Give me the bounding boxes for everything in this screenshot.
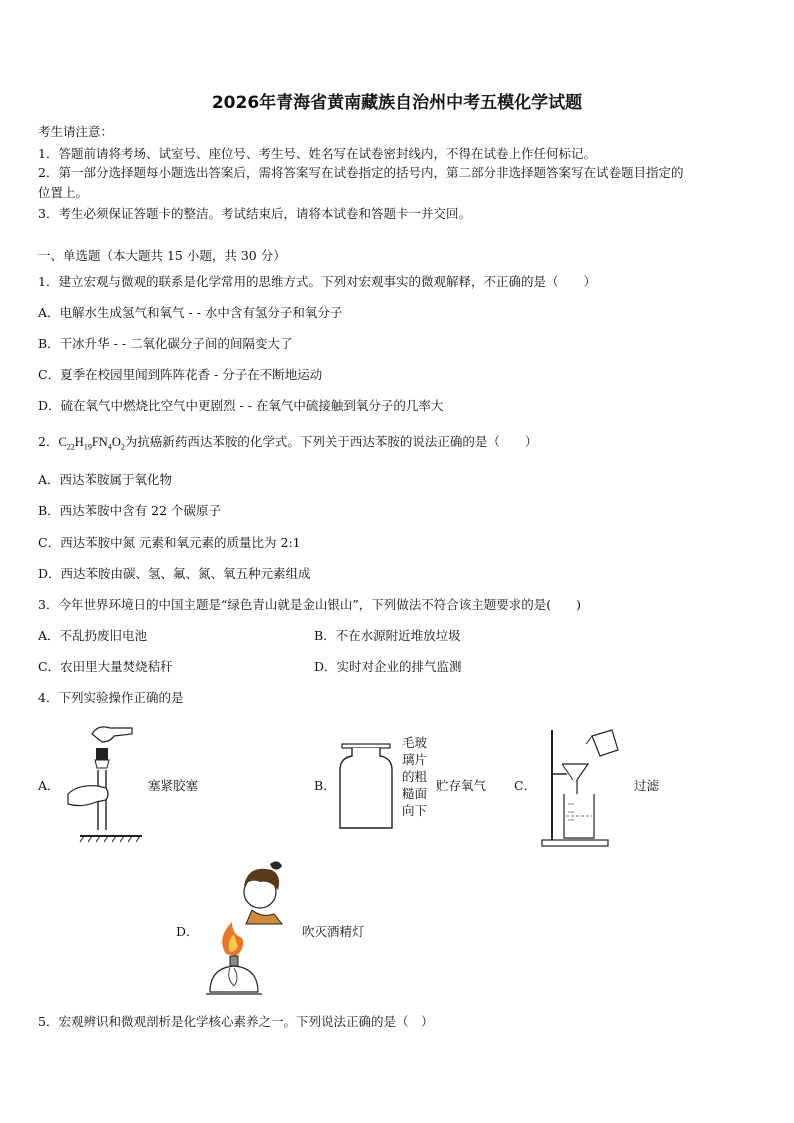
q5-stem: 5．宏观辨识和微观剖析是化学核心素养之一。下列说法正确的是（ ） [38,1014,434,1029]
notice-item-3: 3．考生必须保证答题卡的整洁。考试结束后，请将本试卷和答题卡一并交回。 [38,206,471,221]
q2-formula: $C_{22}H_{19}FN_4O_2$ [58,435,125,452]
gas-jar-figure [338,740,394,832]
notice-heading: 考生请注意： [38,124,114,139]
filtration-figure [540,724,622,850]
q4-option-a-label: A． [38,778,60,793]
exam-title: 2026年青海省黄南藏族自治州中考五模化学试题 [211,93,583,113]
notice-item-2-cont: 位置上。 [38,185,89,200]
q3-option-b: B．不在水源附近堆放垃圾 [314,628,461,643]
blow-out-lamp-figure [200,858,290,998]
q2-option-c: C．西达苯胺中氮 元素和氧元素的质量比为 2:1 [38,535,301,550]
q3-option-a: A．不乱扔废旧电池 [38,628,148,643]
q1-option-d: D．硫在氧气中燃烧比空气中更剧烈 - - 在氧气中硫接触到氧分子的几率大 [38,398,444,413]
test-tube-stopper-figure [62,722,144,846]
q1-option-a: A．电解水生成氢气和氧气 - - 水中含有氢分子和氧分子 [38,305,343,320]
q2-stem-text: 为抗癌新药西达苯胺的化学式。下列关于西达苯胺的说法正确的是（ ） [124,434,538,449]
q4-stem: 4．下列实验操作正确的是 [38,690,184,705]
q1-option-b: B．干冰升华 - - 二氧化碳分子间的间隔变大了 [38,336,293,351]
q3-option-c: C．农田里大量焚烧秸秆 [38,659,173,674]
q2-option-d: D．西达苯胺由碳、氢、氟、氮、氧五种元素组成 [38,566,311,581]
q4-option-b-caption: 贮存氧气 [436,778,487,793]
q4-option-b-label: B． [314,778,336,793]
q4-option-d-label: D． [176,924,199,939]
q2-option-b: B．西达苯胺中含有 22 个碳原子 [38,503,222,518]
q4-option-a-caption: 塞紧胶塞 [148,778,199,793]
q3-option-d: D．实时对企业的排气监测 [314,659,462,674]
q1-stem: 1．建立宏观与微观的联系是化学常用的思维方式。下列对宏观事实的微观解释，不正确的是（ ） [38,274,596,289]
q2-number: 2． [38,434,59,449]
q4-option-d-caption: 吹灭酒精灯 [302,924,365,939]
q3-stem: 3．今年世界环境日的中国主题是“绿色青山就是金山银山”，下列做法不符合该主题要求的是( ) [38,597,581,612]
q2-stem [38,432,537,452]
q4-option-c-caption: 过滤 [634,778,660,793]
q1-option-c: C．夏季在校园里闻到阵阵花香 - 分子在不断地运动 [38,367,323,382]
notice-item-2: 2．第一部分选择题每小题选出答案后，需将答案写在试卷指定的括号内，第二部分非选择题答案写在试卷题目指定的 [38,165,684,180]
q2-option-a: A．西达苯胺属于氧化物 [38,472,173,487]
section-heading: 一、单选题（本大题共 15 小题，共 30 分） [38,248,286,263]
notice-item-1: 1．答题前请将考场、试室号、座位号、考生号、姓名写在试卷密封线内，不得在试卷上作任何标记。 [38,146,596,161]
q4-option-b-note: 毛玻璃片的粗糙面向下 [402,735,428,818]
q4-option-c-label: C． [514,778,537,793]
